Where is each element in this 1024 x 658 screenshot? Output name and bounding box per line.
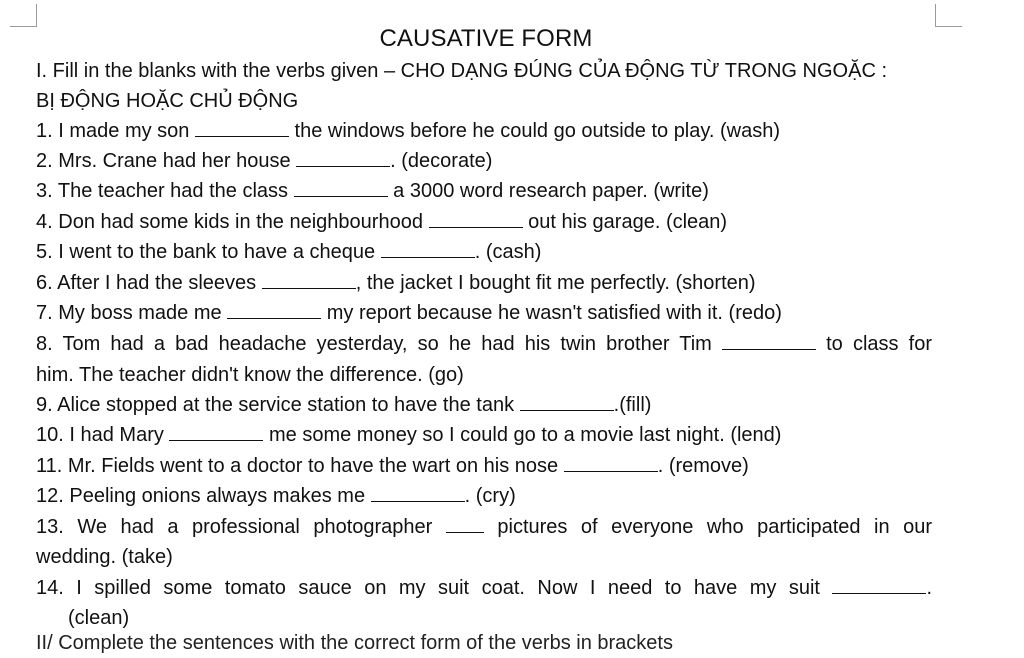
item-text-before: I made my son [58,120,190,142]
item-number: 3. [36,180,53,202]
item-text-after: to class for [826,333,932,355]
item-text-after: my report because he wasn't satisfied with it. (redo) [326,302,782,324]
item-text-after: the windows before he could go outside to play. (wash) [294,120,781,142]
item-text-after: . (decorate) [390,150,493,172]
item-number: 2. [36,150,53,172]
item-number: 6. [36,272,53,294]
item-number: 1. [36,120,53,142]
answer-blank [296,152,390,167]
answer-blank [429,213,523,228]
answer-blank [722,335,816,350]
item-number: 10. [36,424,64,446]
item-text-before: I went to the bank to have a cheque [58,241,376,263]
item-text-before: Tom had a bad headache yesterday, so he had his twin brother Tim [62,333,712,355]
page-title: CAUSATIVE FORM [379,25,593,52]
exercise-item-8-continued: him. The teacher didn't know the difference. (go) [36,364,464,386]
item-number: 5. [36,241,53,263]
item-number: 11. [36,455,63,477]
answer-blank [227,304,321,319]
item-text-before: Peeling onions always makes me [69,485,366,507]
item-text-before: Alice stopped at the service station to have the tank [57,394,515,416]
answer-blank [169,426,263,441]
item-text-before: The teacher had the class [57,180,289,202]
exercise-item-6 [36,268,932,298]
item-text-before: Don had some kids in the neighbourhood [58,211,423,233]
item-number: 12. [36,485,64,507]
item-text-after: a 3000 word research paper. (write) [393,180,709,202]
exercise-item-12 [36,481,932,511]
answer-blank [381,243,475,258]
exercise-item-7 [36,298,932,328]
item-text-after: out his garage. (clean) [528,211,728,233]
answer-blank [262,274,356,289]
exercise-item-3 [36,176,932,206]
item-number: 14. [36,577,64,599]
item-text-before: After I had the sleeves [57,272,257,294]
section-heading: I. Fill in the blanks with the verbs given – CHO DẠNG ĐÚNG CỦA ĐỘNG TỪ TRONG NGOẶC : [36,60,887,82]
item-text-after: , the jacket I bought fit me perfectly. (shorten) [355,272,756,294]
section-heading-continued: BỊ ĐỘNG HOẶC CHỦ ĐỘNG [36,90,299,112]
item-text-before: My boss made me [58,302,222,324]
answer-blank [832,579,926,594]
exercise-item-13-continued: wedding. (take) [36,546,173,568]
exercise-item-4 [36,207,932,237]
answer-blank [520,396,614,411]
exercise-item-1 [36,116,932,146]
item-text-after: . (cry) [464,485,516,507]
item-text-after: pictures of everyone who participated in our [497,516,932,538]
exercise-item-13 [36,512,932,542]
exercise-item-8 [36,329,932,359]
section-2-heading: II/ Complete the sentences with the correct form of the verbs in brackets [36,632,673,654]
answer-blank [371,487,465,502]
item-text-after: . [926,577,932,599]
exercise-item-9 [36,390,932,420]
item-text-before: We had a professional photographer [77,516,433,538]
item-text-after: .(fill) [613,394,652,416]
item-text-after: . (remove) [657,455,749,477]
item-text-before: I had Mary [69,424,164,446]
exercise-item-14 [36,573,932,603]
exercise-item-10 [36,420,932,450]
item-number: 4. [36,211,53,233]
exercise-item-5 [36,237,932,267]
answer-blank [195,122,289,137]
exercise-item-11 [36,451,932,481]
item-text-before: Mrs. Crane had her house [58,150,291,172]
answer-blank [564,457,658,472]
item-number: 7. [36,302,53,324]
item-text-after: . (cash) [474,241,542,263]
answer-blank [294,182,388,197]
answer-blank [446,518,484,533]
item-text-after: me some money so I could go to a movie last night. (lend) [268,424,782,446]
item-number: 8. [36,333,53,355]
exercise-item-14-continued: (clean) [68,607,130,629]
exercise-item-2 [36,146,932,176]
item-number: 9. [36,394,53,416]
item-number: 13. [36,516,64,538]
item-text-before: I spilled some tomato sauce on my suit coat. Now I need to have my suit [76,577,820,599]
item-text-before: Mr. Fields went to a doctor to have the wart on his nose [67,455,559,477]
